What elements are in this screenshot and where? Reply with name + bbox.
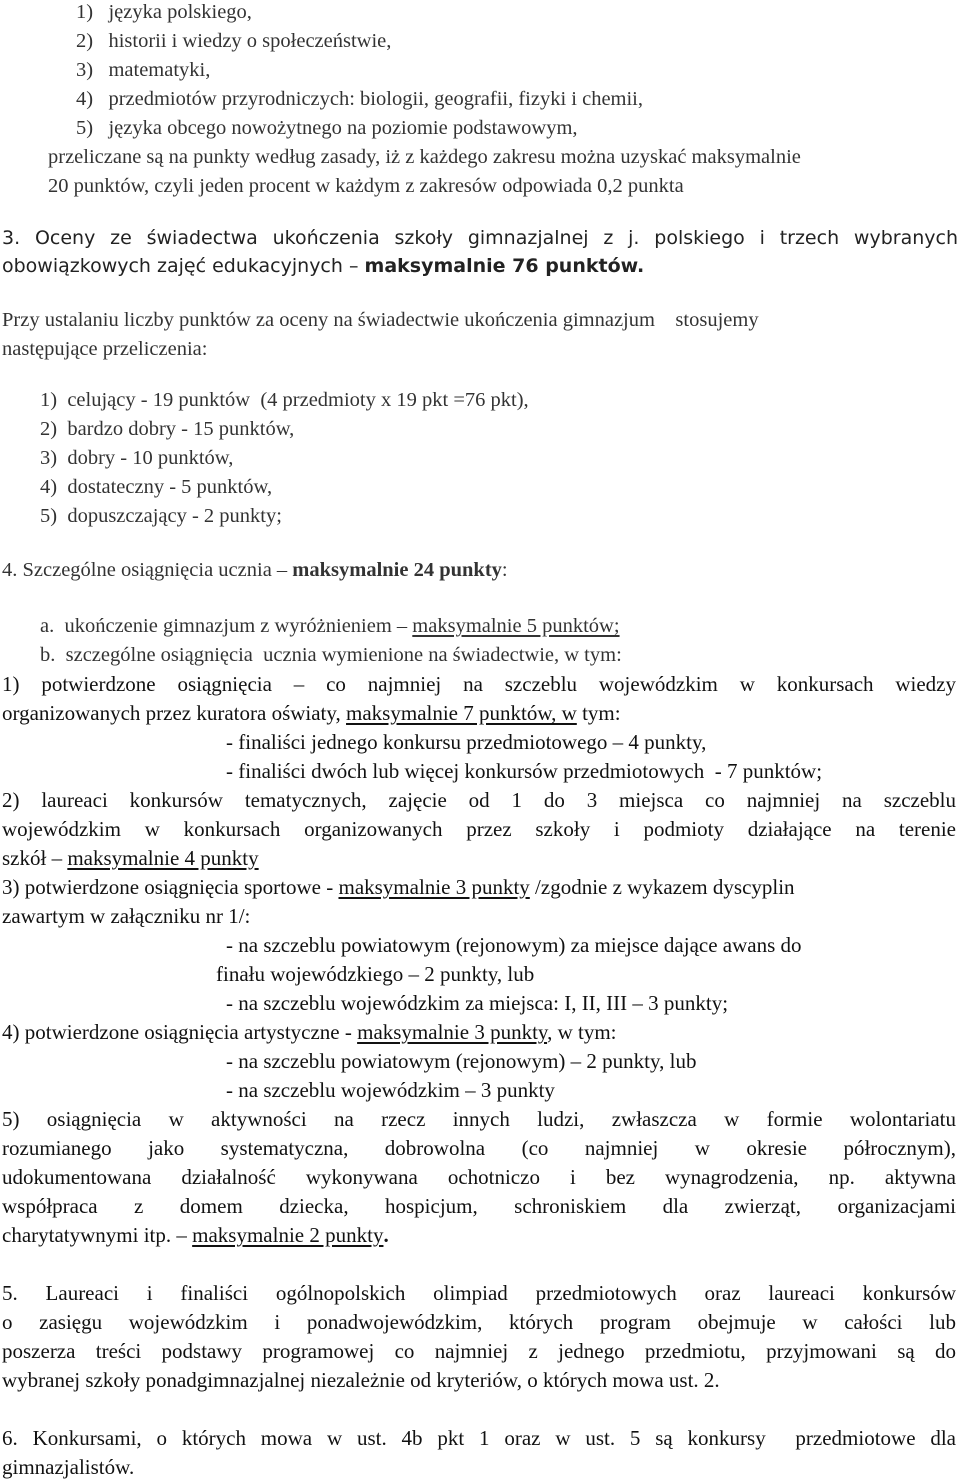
section-3-heading-line2 <box>2 252 644 280</box>
section-4-heading <box>2 556 508 584</box>
underlined-max-points: maksymalnie 3 punkty <box>338 875 530 899</box>
text-span: , w tym: <box>547 1020 617 1044</box>
text-span: : <box>501 559 508 581</box>
list-item: 3) matematyki, <box>76 59 211 81</box>
paragraph-line: gimnazjalistów. <box>2 1455 135 1479</box>
underlined-max-points: maksymalnie 3 punkty <box>357 1020 548 1044</box>
sub-item: - finaliści dwóch lub więcej konkursów przedmiotowych - 7 punktów; <box>226 759 823 783</box>
sub-item: - na szczeblu wojewódzkim za miejsca: I, II, III – 3 punkty; <box>226 991 729 1015</box>
paragraph-line: przeliczane są na punkty według zasady, iż z każdego zakresu można uzyskać maksymalnie <box>48 146 801 168</box>
text-span: 3) potwierdzone osiągnięcia sportowe - <box>2 875 334 899</box>
paragraph-line <box>2 1221 389 1249</box>
underlined-max-points: maksymalnie 5 punktów; <box>412 615 620 637</box>
emphasis-max-points: maksymalnie 76 punktów. <box>364 255 645 277</box>
paragraph-line: rozumianego jako systematyczna, dobrowolna (co najmniej w okresie półrocznym), <box>2 1136 956 1160</box>
sub-item: finału wojewódzkiego – 2 punkty, lub <box>216 962 535 986</box>
text-span: . <box>383 1223 389 1247</box>
paragraph-line: poszerza treści podstawy programowej co najmniej z jednego przedmiotu, przyjmowani są do <box>2 1339 956 1363</box>
grade-item: 5) dopuszczający - 2 punkty; <box>40 505 282 527</box>
paragraph-line: 5. Laureaci i finaliści ogólnopolskich olimpiad przedmiotowych oraz laureaci konkursów <box>2 1281 956 1305</box>
list-item: 4) przedmiotów przyrodniczych: biologii, geografii, fizyki i chemii, <box>76 88 644 110</box>
text-span: obowiązkowych zajęć edukacyjnych – <box>2 255 359 277</box>
paragraph-line <box>2 844 259 872</box>
text-span: charytatywnymi itp. – <box>2 1223 187 1247</box>
grade-item: 1) celujący - 19 punktów (4 przedmioty x 19 pkt =76 pkt), <box>40 389 529 411</box>
emphasis-max-points: maksymalnie 24 punkty <box>292 559 502 581</box>
underlined-max-points: maksymalnie 4 punkty <box>67 846 259 870</box>
text-span: /zgodnie z wykazem dyscyplin <box>535 875 795 899</box>
paragraph-line: wojewódzkim w konkursach organizowanych przez szkoły i podmioty działające na terenie <box>2 817 956 841</box>
paragraph-line: o zasięgu wojewódzkim i ponadwojewódzkim, których program obejmuje w całości lub <box>2 1310 956 1334</box>
paragraph-line <box>2 1018 616 1046</box>
text-span: organizowanych przez kuratora oświaty, <box>2 701 341 725</box>
sub-item: - na szczeblu powiatowym (rejonowym) za miejsce dające awans do <box>226 933 802 957</box>
text-span: 4. Szczególne osiągnięcia ucznia – <box>2 559 288 581</box>
text-span: tym: <box>582 701 621 725</box>
grade-item: 4) dostateczny - 5 punktów, <box>40 476 273 498</box>
underlined-max-points: maksymalnie 2 punkty <box>192 1223 384 1247</box>
text-span: 4) potwierdzone osiągnięcia artystyczne - <box>2 1020 352 1044</box>
sub-item: - na szczeblu wojewódzkim – 3 punkty <box>226 1078 555 1102</box>
list-item-a <box>40 612 620 640</box>
grade-item: 3) dobry - 10 punktów, <box>40 447 234 469</box>
underlined-max-points: maksymalnie 7 punktów, w <box>346 701 577 725</box>
paragraph-line: Przy ustalaniu liczby punktów za oceny na świadectwie ukończenia gimnazjum stosujemy <box>2 309 759 331</box>
paragraph-line: 6. Konkursami, o których mowa w ust. 4b pkt 1 oraz w ust. 5 są konkursy przedmiotowe dla <box>2 1426 956 1450</box>
sub-item: - na szczeblu powiatowym (rejonowym) – 2 punkty, lub <box>226 1049 697 1073</box>
paragraph-line: udokumentowana działalność wykonywana ochotniczo i bez wynagrodzenia, np. aktywna <box>2 1165 956 1189</box>
list-item: 5) języka obcego nowożytnego na poziomie podstawowym, <box>76 117 578 139</box>
section-3-heading: 3. Oceny ze świadectwa ukończenia szkoły gimnazjalnej z j. polskiego i trzech wybranych <box>2 227 958 249</box>
paragraph-line: współpraca z domem dziecka, hospicjum, schroniskiem dla zwierząt, organizacjami <box>2 1194 956 1218</box>
paragraph-line: 20 punktów, czyli jeden procent w każdym z zakresów odpowiada 0,2 punkta <box>48 175 684 197</box>
grade-item: 2) bardzo dobry - 15 punktów, <box>40 418 295 440</box>
list-item-b: b. szczególne osiągnięcia ucznia wymienione na świadectwie, w tym: <box>40 644 622 666</box>
paragraph-line <box>2 699 621 727</box>
paragraph-line <box>2 873 795 901</box>
paragraph-line: 2) laureaci konkursów tematycznych, zajęcie od 1 do 3 miejsca co najmniej na szczeblu <box>2 788 956 812</box>
text-span: szkół – <box>2 846 63 870</box>
text-span: a. ukończenie gimnazjum z wyróżnieniem – <box>40 615 408 637</box>
list-item: 2) historii i wiedzy o społeczeństwie, <box>76 30 392 52</box>
list-item: 1) języka polskiego, <box>76 1 252 23</box>
paragraph-line: następujące przeliczenia: <box>2 338 208 360</box>
paragraph-line: 1) potwierdzone osiągnięcia – co najmniej na szczeblu wojewódzkim w konkursach wiedzy <box>2 672 956 696</box>
sub-item: - finaliści jednego konkursu przedmiotowego – 4 punkty, <box>226 730 707 754</box>
paragraph-line: wybranej szkoły ponadgimnazjalnej niezależnie od kryteriów, o których mowa ust. 2. <box>2 1368 720 1392</box>
paragraph-line: zawartym w załączniku nr 1/: <box>2 904 251 928</box>
paragraph-line: 5) osiągnięcia w aktywności na rzecz innych ludzi, zwłaszcza w formie wolontariatu <box>2 1107 956 1131</box>
